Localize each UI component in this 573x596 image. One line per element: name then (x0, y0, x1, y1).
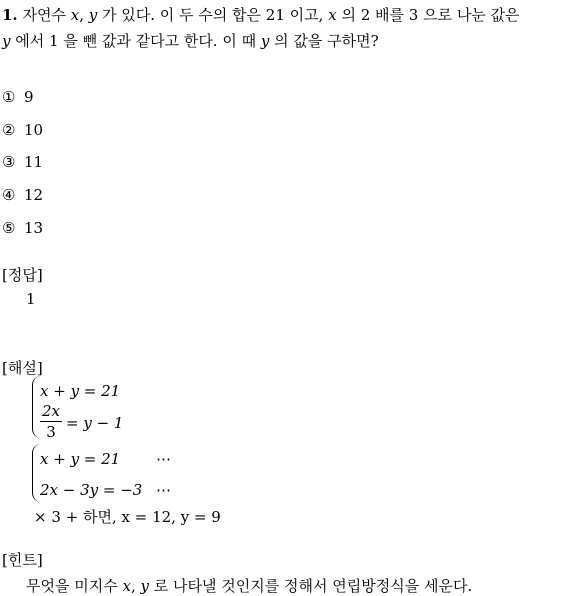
system2-equation2: 2x − 3y = −3 (40, 481, 143, 499)
fraction-bar (40, 421, 62, 422)
choice-5[interactable] (2, 219, 43, 237)
system1-equation2-rhs: = y − 1 (66, 414, 124, 432)
system2-equation1: x + y = 21 (40, 450, 121, 468)
choice-1[interactable] (2, 88, 34, 106)
choice-mark: ② (2, 121, 16, 139)
question-text: 의 2 배를 3 으로 나눈 값은 (341, 6, 520, 24)
hint-text-part: 무엇을 미지수 (26, 577, 118, 595)
choice-3[interactable] (2, 153, 43, 171)
fraction-numerator: 2x (41, 402, 60, 420)
var-y: y (140, 577, 150, 595)
comma: , (79, 6, 84, 24)
choice-value: 12 (24, 186, 44, 204)
solution-label: [해설] (2, 359, 43, 377)
var-y: y (260, 32, 270, 50)
choice-mark: ④ (2, 186, 16, 204)
system1-fraction (40, 402, 62, 441)
system2-equation2-dots: ⋯ (156, 481, 171, 499)
hint-text-part: 로 나타낼 것인지를 정해서 연립방정식을 세운다. (153, 577, 473, 595)
question-line-1 (2, 4, 520, 25)
choice-2[interactable] (2, 121, 43, 139)
system2-equation1-dots: ⋯ (156, 450, 171, 468)
comma: , (130, 577, 136, 595)
question-number: 1. (2, 6, 18, 24)
answer-value: 1 (26, 290, 36, 308)
question-text: 에서 1 을 뺀 값과 같다고 한다. 이 때 (15, 32, 257, 50)
var-x: x (122, 577, 131, 595)
hint-label: [힌트] (2, 551, 43, 569)
choice-mark: ⑤ (2, 219, 16, 237)
var-x: x (70, 6, 80, 24)
choice-value: 11 (24, 153, 44, 171)
question-text: 가 있다. 이 두 수의 합은 21 이고, (102, 6, 324, 24)
choice-mark: ③ (2, 153, 16, 171)
question-text: 자연수 (22, 6, 66, 24)
var-y: y (2, 32, 11, 50)
answer-label: [정답] (2, 266, 43, 284)
question-line-2 (2, 30, 379, 51)
choice-mark: ① (2, 88, 16, 106)
choice-4[interactable] (2, 186, 43, 204)
fraction-denominator: 3 (46, 423, 56, 441)
var-x: x (328, 6, 337, 24)
choice-value: 10 (24, 121, 44, 139)
choice-value: 13 (24, 219, 44, 237)
solution-result: × 3 + 하면, x = 12, y = 9 (34, 508, 221, 526)
choice-value: 9 (24, 88, 34, 106)
var-y: y (88, 6, 98, 24)
system1-equation1: x + y = 21 (40, 382, 121, 400)
question-text: 의 값을 구하면? (274, 32, 379, 50)
